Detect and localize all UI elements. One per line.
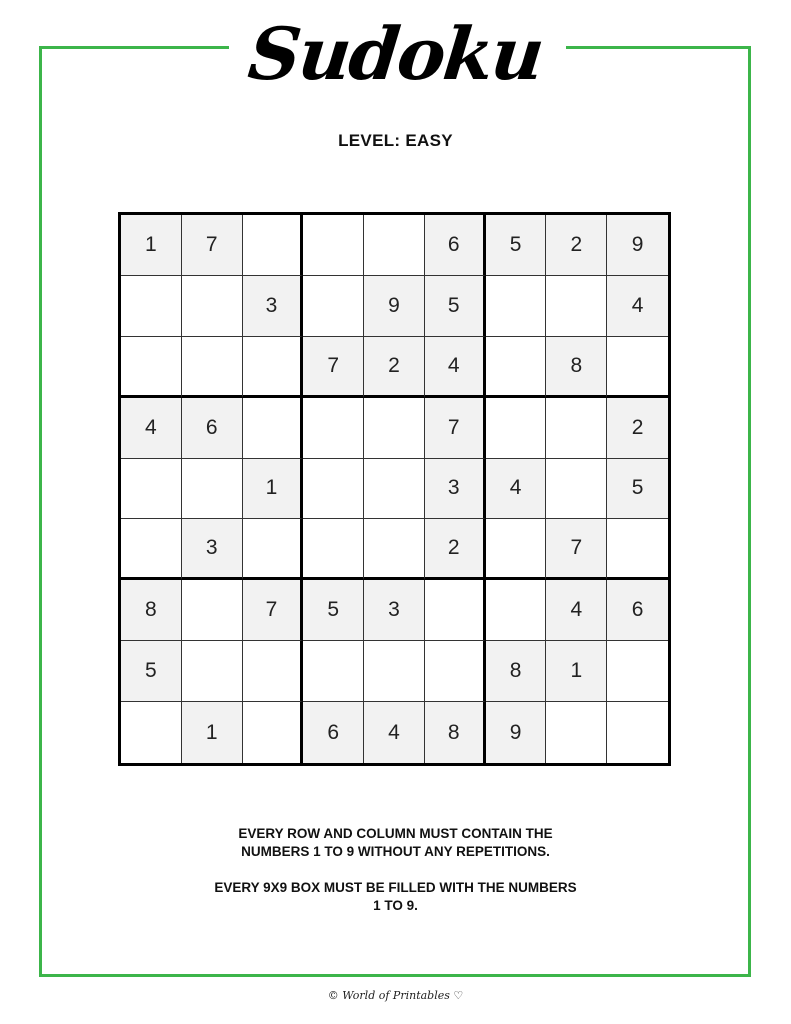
empty-cell[interactable]	[607, 702, 668, 763]
empty-cell[interactable]	[425, 641, 486, 702]
empty-cell[interactable]	[486, 398, 547, 459]
given-cell: 1	[546, 641, 607, 702]
given-cell: 2	[364, 337, 425, 398]
given-cell: 8	[486, 641, 547, 702]
given-cell: 4	[486, 459, 547, 520]
empty-cell[interactable]	[364, 459, 425, 520]
given-cell: 5	[486, 215, 547, 276]
empty-cell[interactable]	[243, 702, 304, 763]
given-cell: 4	[607, 276, 668, 337]
empty-cell[interactable]	[303, 215, 364, 276]
given-cell: 3	[182, 519, 243, 580]
given-cell: 2	[607, 398, 668, 459]
empty-cell[interactable]	[425, 580, 486, 641]
empty-cell[interactable]	[486, 519, 547, 580]
given-cell: 7	[182, 215, 243, 276]
given-cell: 5	[425, 276, 486, 337]
empty-cell[interactable]	[607, 337, 668, 398]
given-cell: 6	[182, 398, 243, 459]
given-cell: 5	[303, 580, 364, 641]
rule-1-line-2: NUMBERS 1 TO 9 WITHOUT ANY REPETITIONS.	[241, 844, 550, 859]
given-cell: 2	[425, 519, 486, 580]
empty-cell[interactable]	[243, 641, 304, 702]
given-cell: 9	[364, 276, 425, 337]
given-cell: 7	[425, 398, 486, 459]
empty-cell[interactable]	[243, 337, 304, 398]
copyright-credit: © World of Printables ♡	[327, 989, 464, 1002]
empty-cell[interactable]	[182, 641, 243, 702]
given-cell: 4	[546, 580, 607, 641]
empty-cell[interactable]	[303, 519, 364, 580]
empty-cell[interactable]	[364, 519, 425, 580]
given-cell: 3	[243, 276, 304, 337]
rule-2	[0, 879, 791, 915]
given-cell: 9	[607, 215, 668, 276]
empty-cell[interactable]	[121, 702, 182, 763]
empty-cell[interactable]	[121, 337, 182, 398]
empty-cell[interactable]	[364, 215, 425, 276]
empty-cell[interactable]	[364, 641, 425, 702]
rule-2-line-2: 1 TO 9.	[373, 898, 418, 913]
rule-1	[0, 825, 791, 861]
empty-cell[interactable]	[546, 702, 607, 763]
frame-bottom	[39, 974, 751, 977]
given-cell: 1	[182, 702, 243, 763]
given-cell: 1	[243, 459, 304, 520]
given-cell: 2	[546, 215, 607, 276]
empty-cell[interactable]	[303, 459, 364, 520]
empty-cell[interactable]	[121, 459, 182, 520]
empty-cell[interactable]	[182, 337, 243, 398]
rule-1-line-1: EVERY ROW AND COLUMN MUST CONTAIN THE	[238, 826, 553, 841]
empty-cell[interactable]	[486, 580, 547, 641]
empty-cell[interactable]	[243, 519, 304, 580]
page-title: Sudoku	[244, 11, 547, 96]
empty-cell[interactable]	[546, 459, 607, 520]
given-cell: 7	[243, 580, 304, 641]
empty-cell[interactable]	[303, 641, 364, 702]
given-cell: 1	[121, 215, 182, 276]
sudoku-grid	[118, 212, 671, 766]
given-cell: 5	[121, 641, 182, 702]
empty-cell[interactable]	[546, 398, 607, 459]
given-cell: 8	[121, 580, 182, 641]
empty-cell[interactable]	[182, 580, 243, 641]
given-cell: 4	[364, 702, 425, 763]
empty-cell[interactable]	[243, 215, 304, 276]
given-cell: 3	[364, 580, 425, 641]
difficulty-level: LEVEL: EASY	[338, 131, 453, 150]
empty-cell[interactable]	[303, 276, 364, 337]
empty-cell[interactable]	[486, 276, 547, 337]
empty-cell[interactable]	[182, 276, 243, 337]
rule-2-line-1: EVERY 9X9 BOX MUST BE FILLED WITH THE NUMBERS	[214, 880, 577, 895]
given-cell: 8	[546, 337, 607, 398]
given-cell: 3	[425, 459, 486, 520]
empty-cell[interactable]	[364, 398, 425, 459]
empty-cell[interactable]	[121, 276, 182, 337]
empty-cell[interactable]	[607, 641, 668, 702]
given-cell: 9	[486, 702, 547, 763]
given-cell: 6	[425, 215, 486, 276]
given-cell: 6	[303, 702, 364, 763]
rules-text	[0, 825, 791, 933]
given-cell: 8	[425, 702, 486, 763]
empty-cell[interactable]	[182, 459, 243, 520]
empty-cell[interactable]	[303, 398, 364, 459]
given-cell: 7	[546, 519, 607, 580]
empty-cell[interactable]	[243, 398, 304, 459]
given-cell: 7	[303, 337, 364, 398]
empty-cell[interactable]	[546, 276, 607, 337]
given-cell: 5	[607, 459, 668, 520]
empty-cell[interactable]	[486, 337, 547, 398]
given-cell: 4	[121, 398, 182, 459]
empty-cell[interactable]	[607, 519, 668, 580]
empty-cell[interactable]	[121, 519, 182, 580]
given-cell: 6	[607, 580, 668, 641]
given-cell: 4	[425, 337, 486, 398]
